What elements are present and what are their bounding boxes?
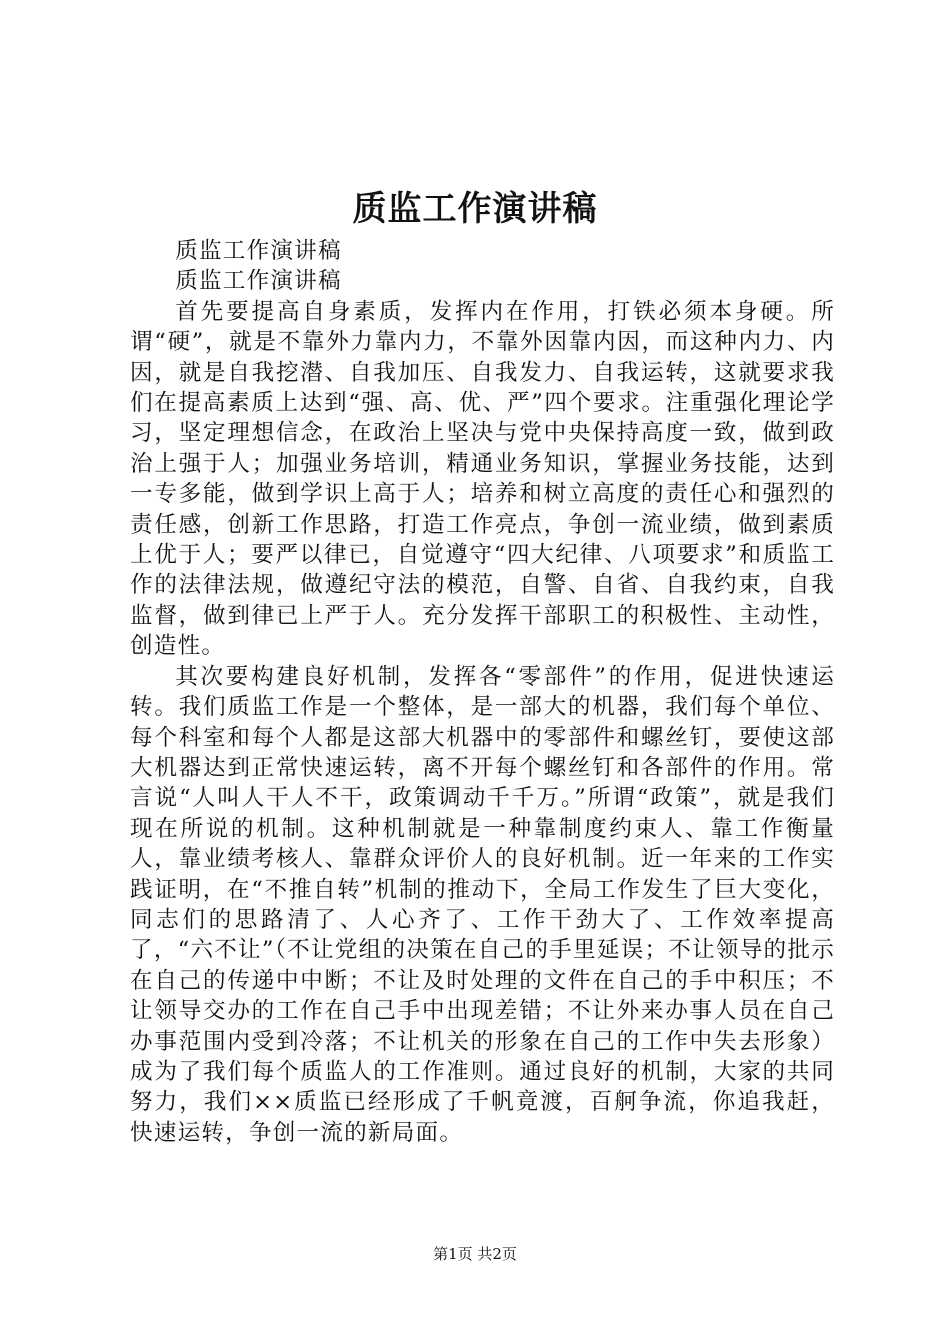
paragraph-subtitle-1: 质监工作演讲稿 (175, 238, 342, 264)
page-title: 质监工作演讲稿 (352, 189, 598, 229)
page-footer: 第1页 共2页 (433, 1245, 517, 1263)
document-body (130, 236, 835, 1148)
paragraph-body-2: 其次要构建良好机制，发挥各“零部件”的作用，促进快速运转。我们质监工作是一个整体，是一部大的机器，我们每个单位、每个科室和每个人都是这部大机器中的零部件和螺丝钉，要使这部大机器达到正常快速运转，离不开每个螺丝钉和各部件的作用。常言说“人叫人干人不干，政策调动千千万。”所谓“政策”，就是我们现在所说的机制。这种机制就是一种靠制度约束人、靠工作衡量人，靠业绩考核人、靠群众评价人的良好机制。近一年来的工作实践证明，在“不推自转”机制的推动下，全局工作发生了巨大变化，同志们的思路清了、人心齐了、工作干劲大了、工作效率提高了，“六不让”（不让党组的决策在自己的手里延误；不让领导的批示在自己的传递中中断；不让及时处理的文件在自己的手中积压；不让领导交办的工作在自己手中出现差错；不让外来办事人员在自己办事范围内受到冷落；不让机关的形象在自己的工作中失去形象）成为了我们每个质监人的工作准则。通过良好的机制，大家的共同努力，我们××质监已经形成了千帆竟渡，百舸争流，你追我赶，快速运转，争创一流的新局面。 (130, 663, 835, 1146)
paragraph-body-1: 首先要提高自身素质，发挥内在作用，打铁必须本身硬。所谓“硬”，就是不靠外力靠内力，不靠外因靠内因，而这种内力、内因，就是自我挖潜、自我加压、自我发力、自我运转，这就要求我们在提高素质上达到“强、高、优、严”四个要求。注重强化理论学习，坚定理想信念，在政治上坚决与党中央保持高度一致，做到政治上强于人；加强业务培训，精通业务知识，掌握业务技能，达到一专多能，做到学识上高于人；培养和树立高度的责任心和强烈的责任感，创新工作思路，打造工作亮点，争创一流业绩，做到素质上优于人；要严以律已，自觉遵守“四大纪律、八项要求”和质监工作的法律法规，做遵纪守法的模范，自警、自省、自我约束，自我监督，做到律已上严于人。充分发挥干部职工的积极性、主动性，创造性。 (130, 298, 835, 660)
paragraph-subtitle-2: 质监工作演讲稿 (175, 268, 342, 295)
